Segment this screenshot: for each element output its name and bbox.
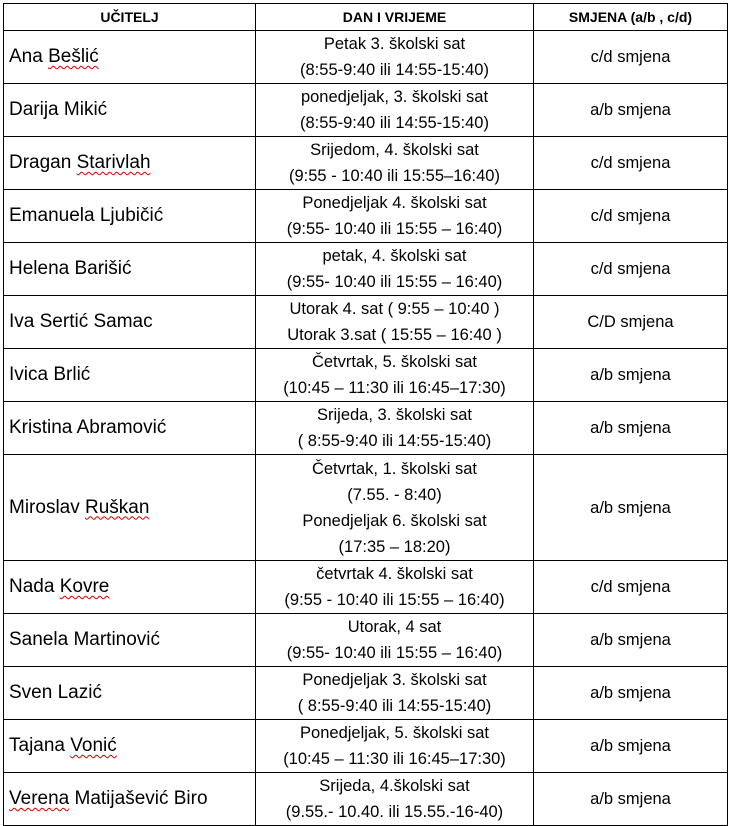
teacher-name: Verena Matijašević Biro: [4, 773, 256, 826]
table-row: [4, 667, 728, 720]
table-row: [4, 296, 728, 349]
table-row: [4, 614, 728, 667]
shift-cell: c/d smjena: [534, 190, 728, 243]
shift-cell: a/b smjena: [534, 614, 728, 667]
time-cell: Srijeda, 4.školski sat (9.55.- 10.40. ili 15.55.-16-40): [256, 773, 534, 826]
table-row: [4, 137, 728, 190]
table-row: [4, 773, 728, 826]
teacher-name: Miroslav Ruškan: [4, 455, 256, 561]
time-cell: Utorak 4. sat ( 9:55 – 10:40 ) Utorak 3.sat ( 15:55 – 16:40 ): [256, 296, 534, 349]
teacher-name: Darija Mikić: [4, 84, 256, 137]
shift-cell: a/b smjena: [534, 84, 728, 137]
time-cell: Utorak, 4 sat (9:55- 10:40 ili 15:55 – 16:40): [256, 614, 534, 667]
shift-cell: a/b smjena: [534, 667, 728, 720]
header-shift: SMJENA (a/b , c/d): [534, 4, 728, 31]
shift-cell: a/b smjena: [534, 720, 728, 773]
schedule-table: [3, 3, 728, 826]
table-row: [4, 720, 728, 773]
time-cell: petak, 4. školski sat (9:55- 10:40 ili 15:55 – 16:40): [256, 243, 534, 296]
table-row: [4, 84, 728, 137]
shift-cell: c/d smjena: [534, 137, 728, 190]
shift-cell: c/d smjena: [534, 561, 728, 614]
table-row: [4, 349, 728, 402]
table-row: [4, 455, 728, 561]
table-row: [4, 190, 728, 243]
table-row: [4, 243, 728, 296]
time-cell: Ponedjeljak, 5. školski sat (10:45 – 11:30 ili 16:45–17:30): [256, 720, 534, 773]
table-row: [4, 561, 728, 614]
teacher-name: Helena Barišić: [4, 243, 256, 296]
teacher-name: Dragan Starivlah: [4, 137, 256, 190]
time-cell: Ponedjeljak 3. školski sat ( 8:55-9:40 ili 14:55-15:40): [256, 667, 534, 720]
teacher-name: Nada Kovre: [4, 561, 256, 614]
teacher-name: Sven Lazić: [4, 667, 256, 720]
shift-cell: a/b smjena: [534, 773, 728, 826]
time-cell: Petak 3. školski sat (8:55-9:40 ili 14:55-15:40): [256, 31, 534, 84]
time-cell: Četvrtak, 5. školski sat (10:45 – 11:30 ili 16:45–17:30): [256, 349, 534, 402]
teacher-name: Tajana Vonić: [4, 720, 256, 773]
header-time: DAN I VRIJEME: [256, 4, 534, 31]
shift-cell: a/b smjena: [534, 349, 728, 402]
teacher-name: Emanuela Ljubičić: [4, 190, 256, 243]
teacher-name: Sanela Martinović: [4, 614, 256, 667]
time-cell: četvrtak 4. školski sat (9:55 - 10:40 ili 15:55 – 16:40): [256, 561, 534, 614]
time-cell: Srijeda, 3. školski sat ( 8:55-9:40 ili 14:55-15:40): [256, 402, 534, 455]
time-cell: Ponedjeljak 4. školski sat (9:55- 10:40 ili 15:55 – 16:40): [256, 190, 534, 243]
table-row: [4, 31, 728, 84]
time-cell: Srijedom, 4. školski sat (9:55 - 10:40 ili 15:55–16:40): [256, 137, 534, 190]
shift-cell: c/d smjena: [534, 31, 728, 84]
header-teacher: UČITELJ: [4, 4, 256, 31]
shift-cell: C/D smjena: [534, 296, 728, 349]
time-cell: Četvrtak, 1. školski sat (7.55. - 8:40) Ponedjeljak 6. školski sat (17:35 – 18:20): [256, 455, 534, 561]
shift-cell: a/b smjena: [534, 402, 728, 455]
shift-cell: c/d smjena: [534, 243, 728, 296]
header-row: [4, 4, 728, 31]
table-row: [4, 402, 728, 455]
teacher-name: Kristina Abramović: [4, 402, 256, 455]
shift-cell: a/b smjena: [534, 455, 728, 561]
teacher-name: Ana Bešlić: [4, 31, 256, 84]
teacher-name: Iva Sertić Samac: [4, 296, 256, 349]
time-cell: ponedjeljak, 3. školski sat (8:55-9:40 ili 14:55-15:40): [256, 84, 534, 137]
teacher-name: Ivica Brlić: [4, 349, 256, 402]
